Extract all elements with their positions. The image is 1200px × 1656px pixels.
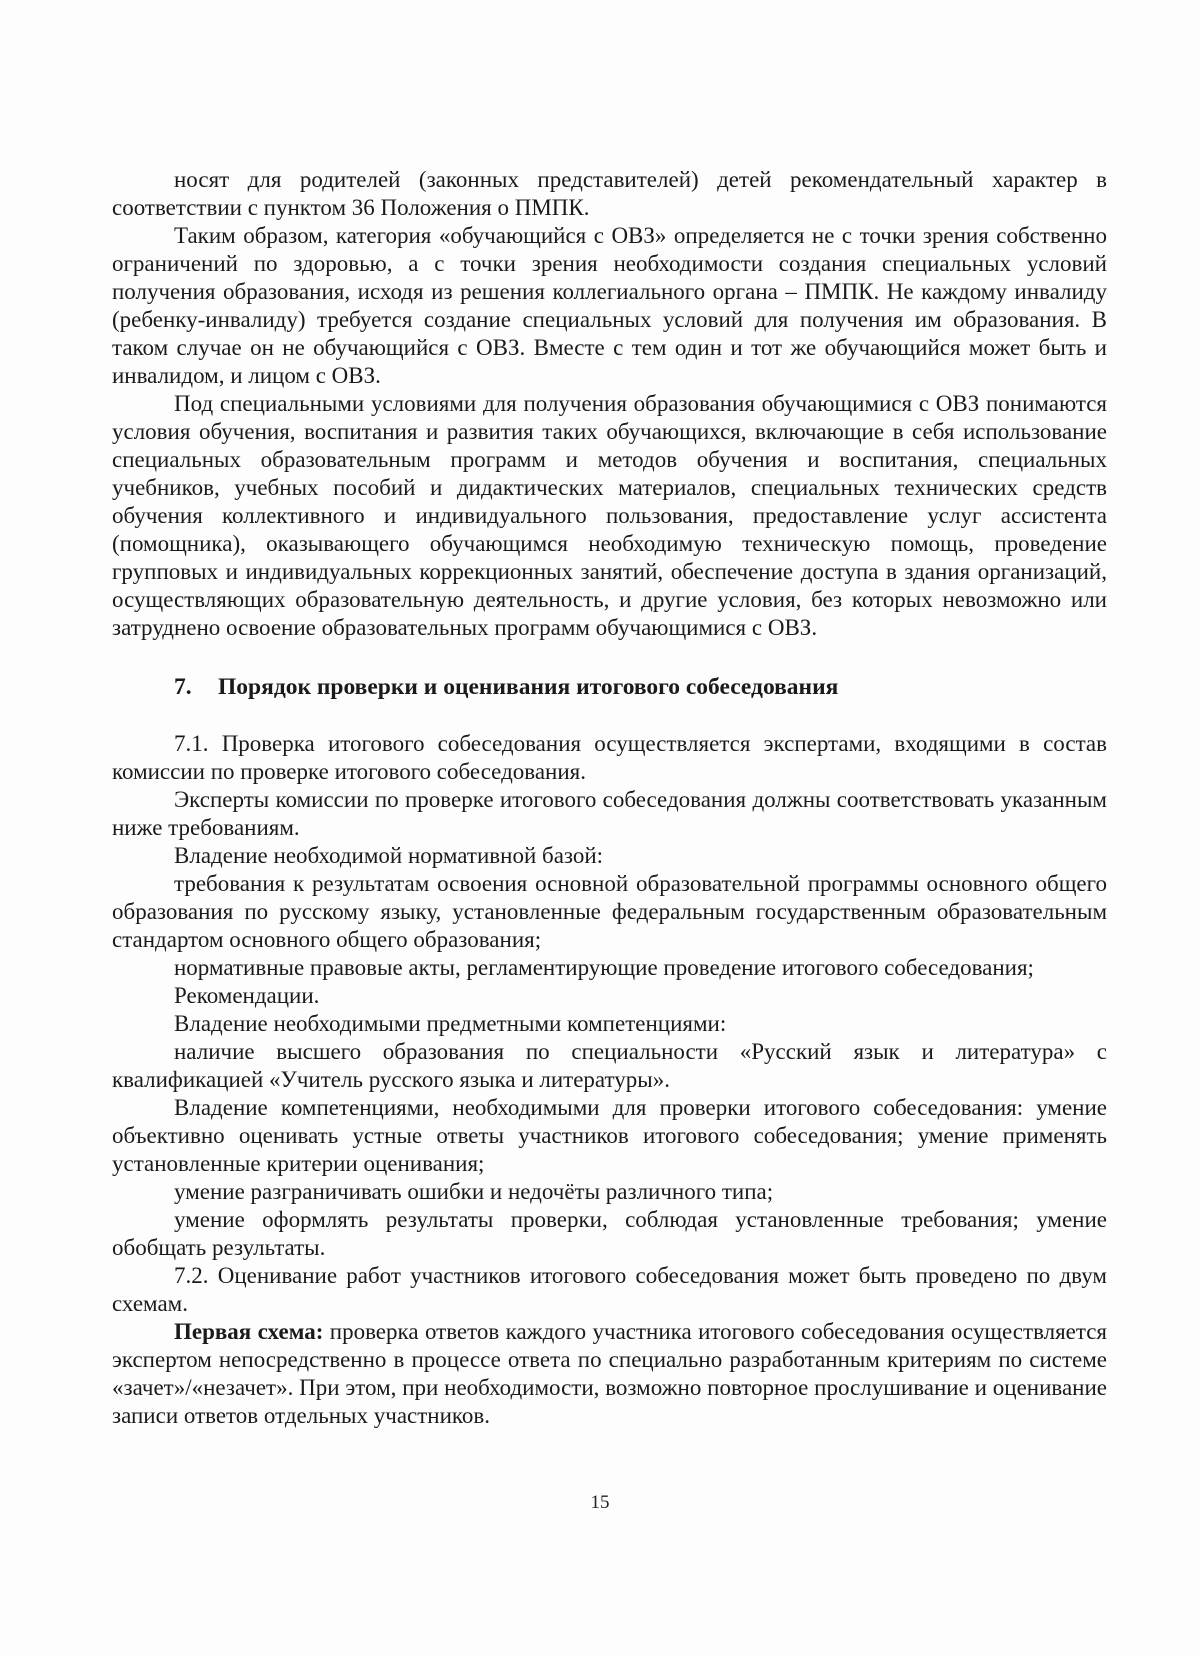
paragraph-7-2: 7.2. Оценивание работ участников итогового собеседования может быть проведено по двум схемам.	[112, 1263, 1107, 1316]
paragraph-special-conditions: Под специальными условиями для получения образования обучающимися с ОВЗ понимаются условия обучения, воспитания и развития таких обучающихся, включающие в себя использование специальных образовательным программ и методов обучения и воспитания, специальных учебников, учебных пособий и дидактических материалов, специальных технических средств обучения коллективного и индивидуального пользования, предоставление услуг ассистента (помощника), оказывающего обучающимся необходимую техническую помощь, проведение групповых и индивидуальных коррекционных занятий, обеспечение доступа в здания организаций, осуществляющих образовательную деятельность, и другие условия, без которых невозможно или затруднено освоение образовательных программ обучающимися с ОВЗ.	[112, 391, 1107, 640]
paragraph-ovz-category: Таким образом, категория «обучающийся с ОВЗ» определяется не с точки зрения собственно ограничений по здоровью, а с точки зрения необходимости создания специальных условий получения образования, исходя из решения коллегиального органа – ПМПК. Не каждому инвалиду (ребенку-инвалиду) требуется создание специальных условий для получения им образования. В таком случае он не обучающийся с ОВЗ. Вместе с тем один и тот же обучающийся может быть и инвалидом, и лицом с ОВЗ.	[112, 223, 1107, 388]
section-number: 7.	[174, 674, 192, 700]
first-scheme-text: проверка ответов каждого участника итогового собеседования осуществляется экспертом непосредственно в процессе ответа по специально разработанным критериям по системе «зачет»/«незачет». При этом, при необходимости, возможно повторное прослушивание и оценивание записи ответов отдельных участников.	[112, 1319, 1108, 1428]
section-title: Порядок проверки и оценивания итогового собеседования	[218, 674, 839, 700]
page-content	[112, 166, 1107, 1430]
first-scheme-label: Первая схема:	[174, 1319, 324, 1344]
paragraph-results-formatting: умение оформлять результаты проверки, соблюдая установленные требования; умение обобщать результаты.	[112, 1207, 1107, 1260]
paragraph-errors: умение разграничивать ошибки и недочёты различного типа;	[174, 1179, 774, 1204]
paragraph-higher-education: наличие высшего образования по специальности «Русский язык и литература» с квалификацией «Учитель русского языка и литературы».	[112, 1039, 1107, 1092]
paragraph-subject-competencies: Владение необходимыми предметными компетенциями:	[174, 1011, 727, 1036]
paragraph-checking-competencies: Владение компетенциями, необходимыми для проверки итогового собеседования: умение объективно оценивать устные ответы участников итогового собеседования; умение применять установленные критерии оценивания;	[112, 1095, 1107, 1176]
paragraph-experts-requirements: Эксперты комиссии по проверке итогового собеседования должны соответствовать указанным ниже требованиям.	[112, 787, 1107, 840]
paragraph-first-scheme	[112, 1318, 1107, 1430]
section-heading	[112, 672, 1107, 702]
paragraph-7-1: 7.1. Проверка итогового собеседования осуществляется экспертами, входящими в состав комиссии по проверке итогового собеседования.	[112, 731, 1107, 784]
paragraph-continuation: носят для родителей (законных представителей) детей рекомендательный характер в соответствии с пунктом 36 Положения о ПМПК.	[112, 167, 1107, 220]
page-number: 15	[590, 1492, 610, 1513]
paragraph-normative-acts: нормативные правовые акты, регламентирующие проведение итогового собеседования;	[174, 955, 1034, 980]
paragraph-normative-base: Владение необходимой нормативной базой:	[174, 843, 604, 868]
paragraph-recommendations: Рекомендации.	[174, 983, 320, 1008]
paragraph-requirements-results: требования к результатам освоения основной образовательной программы основного общего образования по русскому языку, установленные федеральным государственным образовательным стандартом основного общего образования;	[112, 871, 1107, 952]
